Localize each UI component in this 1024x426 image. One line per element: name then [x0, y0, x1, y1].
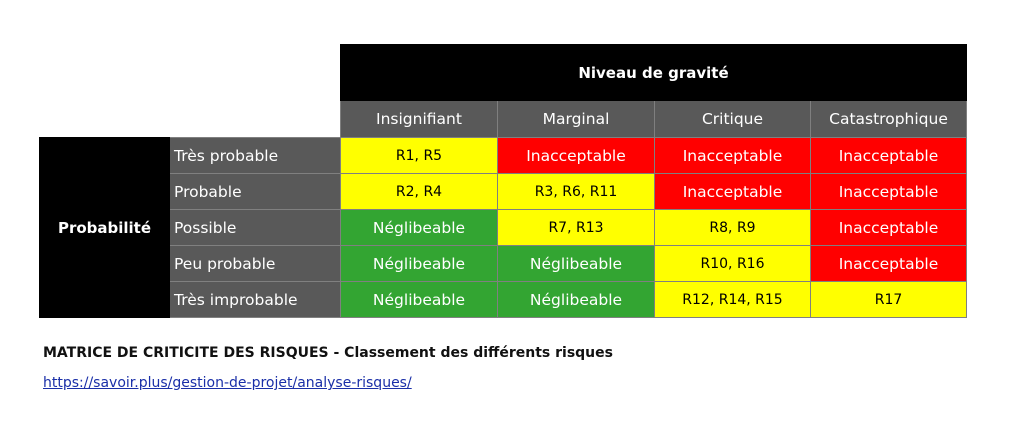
blank-corner [40, 101, 341, 138]
matrix-cell: Néglibeable [341, 210, 498, 246]
matrix-cell: Néglibeable [498, 246, 655, 282]
gravity-level-header: Niveau de gravité [341, 45, 967, 101]
matrix-cell: Néglibeable [341, 246, 498, 282]
matrix-cell: Néglibeable [341, 282, 498, 318]
matrix-cell: Inacceptable [811, 246, 967, 282]
matrix-cell: R2, R4 [341, 174, 498, 210]
matrix-row [40, 210, 967, 246]
row-label: Très improbable [170, 282, 341, 318]
matrix-cell: Inacceptable [811, 174, 967, 210]
severity-header-catastrophique: Catastrophique [811, 101, 967, 138]
matrix-cell: R3, R6, R11 [498, 174, 655, 210]
probability-header: Probabilité [40, 138, 170, 318]
matrix-cell: R12, R14, R15 [655, 282, 811, 318]
matrix-cell: Inacceptable [655, 174, 811, 210]
gravity-title-row [40, 45, 967, 101]
matrix-cell: R1, R5 [341, 138, 498, 174]
matrix-cell: Néglibeable [498, 282, 655, 318]
severity-header-critique: Critique [655, 101, 811, 138]
matrix-row [40, 246, 967, 282]
risk-matrix-table [39, 44, 967, 318]
matrix-cell: Inacceptable [655, 138, 811, 174]
matrix-cell: R10, R16 [655, 246, 811, 282]
matrix-cell: Inacceptable [498, 138, 655, 174]
matrix-row [40, 174, 967, 210]
severity-header-marginal: Marginal [498, 101, 655, 138]
severity-header-insignifiant: Insignifiant [341, 101, 498, 138]
row-label: Peu probable [170, 246, 341, 282]
blank-corner [40, 45, 341, 101]
matrix-caption: MATRICE DE CRITICITE DES RISQUES - Classement des différents risques [43, 345, 613, 361]
row-label: Très probable [170, 138, 341, 174]
matrix-row [40, 282, 967, 318]
matrix-row [40, 138, 967, 174]
row-label: Possible [170, 210, 341, 246]
matrix-cell: Inacceptable [811, 138, 967, 174]
matrix-cell: Inacceptable [811, 210, 967, 246]
severity-header-row [40, 101, 967, 138]
source-link[interactable]: https://savoir.plus/gestion-de-projet/analyse-risques/ [43, 375, 412, 391]
matrix-cell: R17 [811, 282, 967, 318]
matrix-cell: R8, R9 [655, 210, 811, 246]
matrix-cell: R7, R13 [498, 210, 655, 246]
row-label: Probable [170, 174, 341, 210]
